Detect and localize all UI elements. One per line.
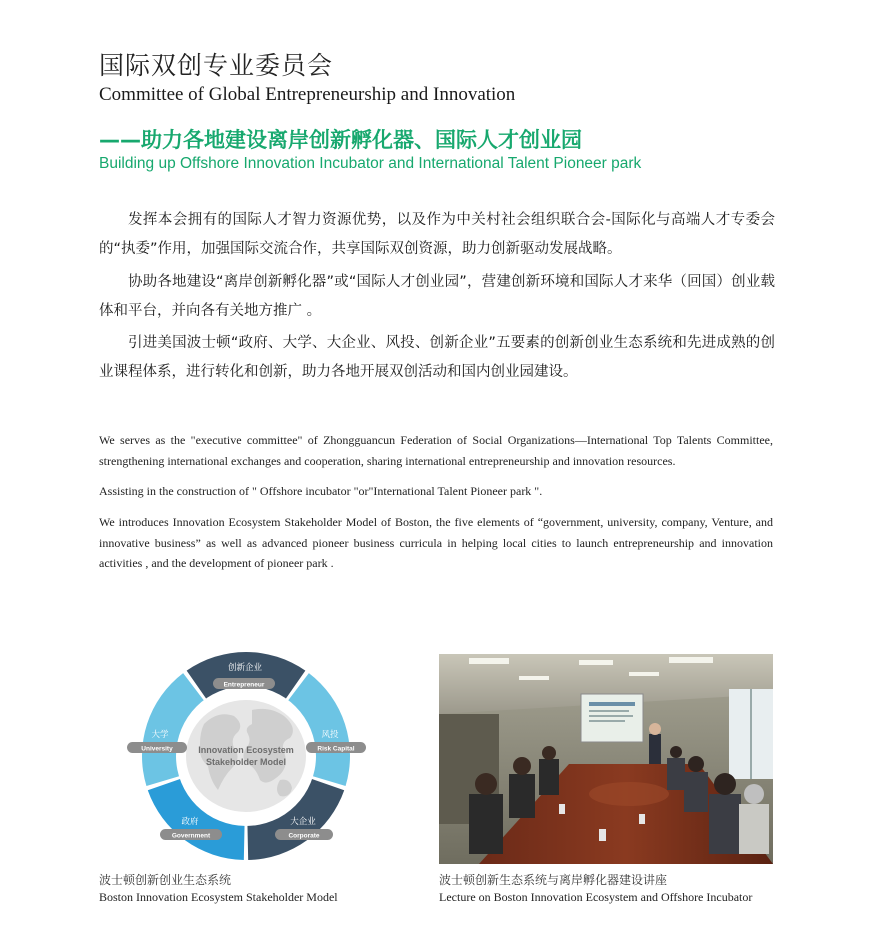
body-paragraph-cn-2: 协助各地建设“离岸创新孵化器”或“国际人才创业园”，营建创新环境和国际人才来华（回国）创业载体和平台，并向各有关地方推广 。 — [99, 274, 775, 319]
body-paragraph-cn-3: 引进美国波士顿“政府、大学、大企业、风投、创新企业”五要素的创新创业生态系统和先进成熟的创业课程体系，进行转化和创新，助力各地开展双创活动和国内创业园建设。 — [99, 335, 775, 380]
diagram-center-line2: Stakeholder Model — [205, 757, 287, 767]
segment-label-cn-government: 政府 — [181, 817, 199, 827]
segment-label-en-corporate: Corporate — [288, 832, 320, 840]
segment-label-cn-university: 大学 — [151, 730, 169, 740]
lecture-photo-svg — [439, 654, 773, 864]
segment-label-cn-entrepreneur: 创新企业 — [227, 663, 263, 673]
segment-label-en-risk-capital: Risk Capital — [317, 745, 355, 753]
world-map-icon — [186, 700, 306, 812]
segment-label-cn-corporate: 大企业 — [290, 817, 316, 827]
segment-label-en-government: Government — [171, 832, 211, 840]
segment-label-en-entrepreneur: Entrepreneur — [223, 681, 265, 689]
subtitle-cn: ——助力各地建设离岸创新孵化器、国际人才创业园 — [99, 128, 582, 152]
lecture-photo — [439, 654, 773, 864]
caption-right-en: Lecture on Boston Innovation Ecosystem and Offshore Incubator — [439, 890, 753, 904]
body-paragraph-cn-1: 发挥本会拥有的国际人才智力资源优势，以及作为中关村社会组织联合会-国际化与高端人才专委会的“执委”作用，加强国际交流合作，共享国际双创资源，助力创新驱动发展战略。 — [99, 212, 775, 257]
page-title-cn: 国际双创专业委员会 — [99, 51, 334, 80]
page-title-en: Committee of Global Entrepreneurship and Innovation — [99, 84, 516, 105]
ecosystem-diagram — [120, 652, 372, 862]
body-paragraph-en-3: We introduces Innovation Ecosystem Stakeholder Model of Boston, the five elements of “government, university, company, Venture, and innovative business” as well as advanced pioneer business curricula in helping local cities to launch entrepreneurship and innovation activities , and the development of pioneer park . — [99, 515, 773, 570]
segment-label-cn-risk-capital: 风投 — [321, 730, 339, 740]
subtitle-en: Building up Offshore Innovation Incubator and International Talent Pioneer park — [99, 155, 642, 172]
body-paragraph-en-1: We serves as the "executive committee" of Zhongguancun Federation of Social Organizations—International Top Talents Committee, strengthening international exchanges and cooperation, sharing international entrepreneurship and innovation resources. — [99, 433, 773, 468]
segment-label-en-university: University — [141, 745, 173, 753]
diagram-center-line1: Innovation Ecosystem — [198, 745, 294, 755]
caption-left-en: Boston Innovation Ecosystem Stakeholder Model — [99, 890, 338, 904]
caption-right-cn: 波士顿创新生态系统与离岸孵化器建设讲座 — [439, 873, 668, 887]
caption-left-cn: 波士顿创新创业生态系统 — [99, 873, 232, 887]
body-paragraph-en-2: Assisting in the construction of " Offshore incubator "or"International Talent Pioneer park ". — [99, 484, 543, 498]
ecosystem-ring-svg — [120, 652, 372, 862]
